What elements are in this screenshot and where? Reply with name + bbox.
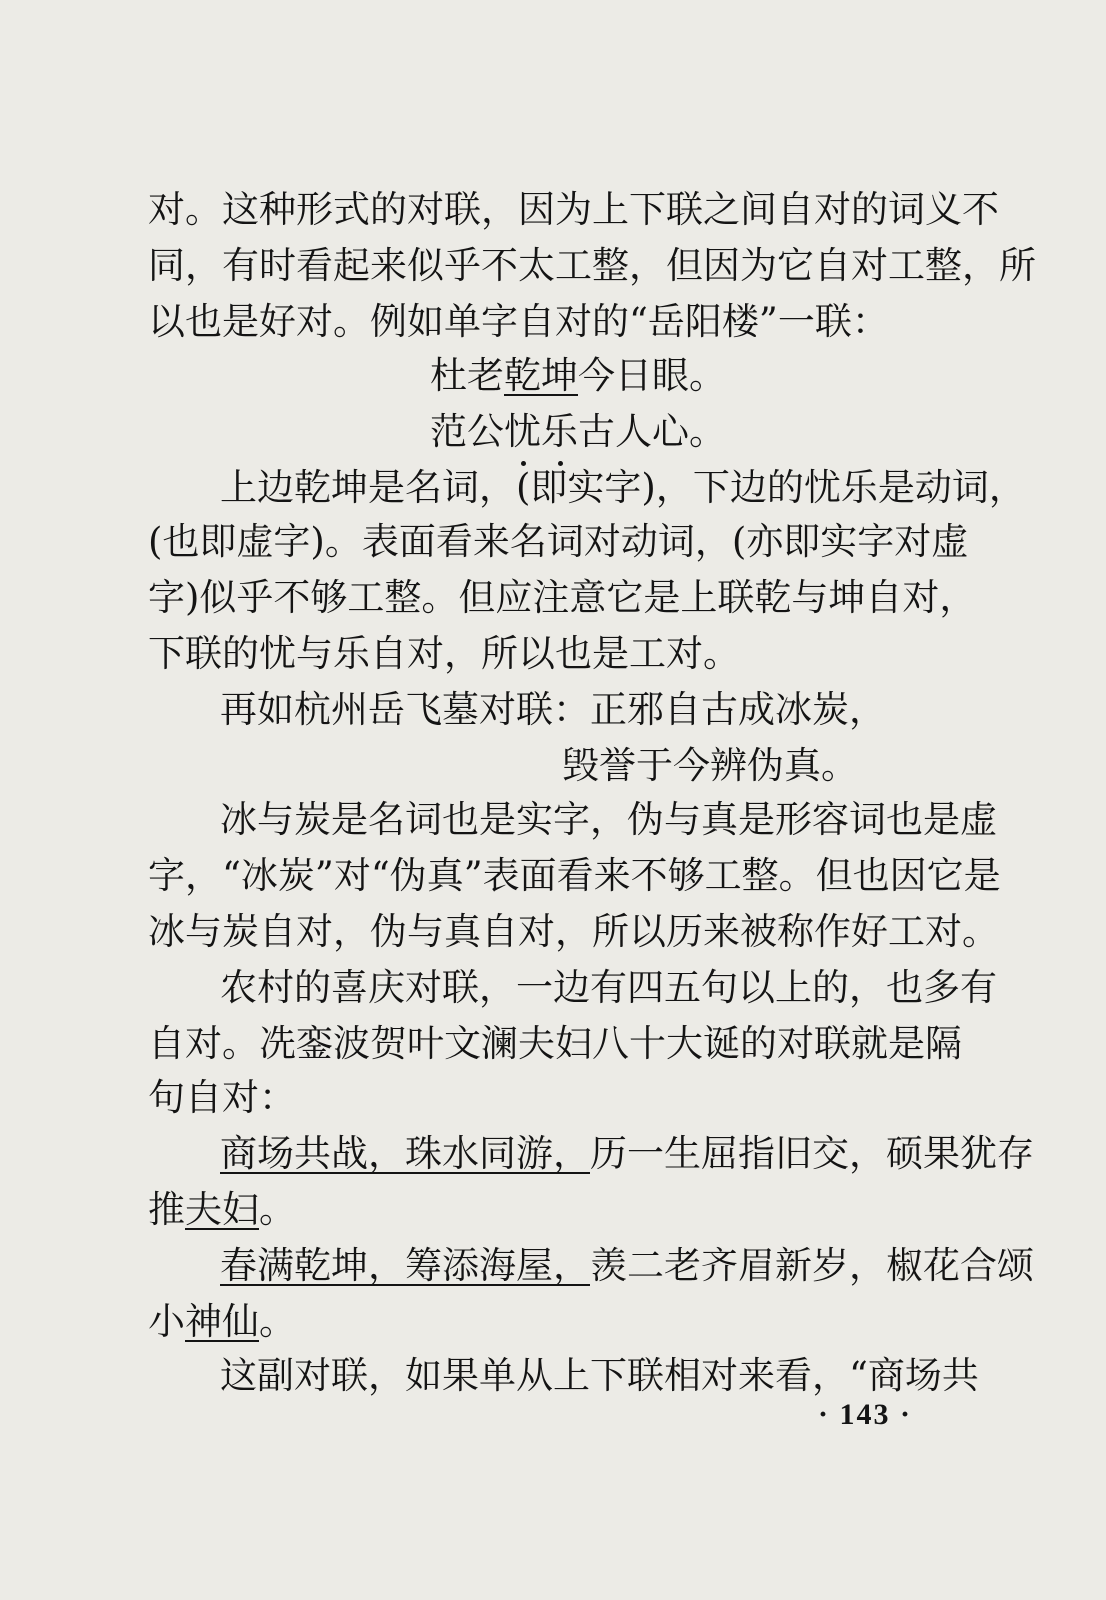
couplet-text: 。 bbox=[259, 1188, 296, 1231]
emphasis-dot-char: 忧 bbox=[504, 408, 541, 456]
text-line-14: 冰与炭自对，伪与真自对，所以历来被称作好工对。 bbox=[148, 910, 999, 953]
couplet-text: 小 bbox=[148, 1300, 185, 1343]
text-line-16: 自对。冼銮波贺叶文澜夫妇八十大诞的对联就是隔 bbox=[148, 1022, 962, 1065]
text-line-2: 同，有时看起来似乎不太工整，但因为它自对工整，所 bbox=[148, 244, 1036, 287]
text-line-8: 字)似乎不够工整。但应注意它是上联乾与坤自对， bbox=[148, 576, 977, 619]
text-line-17: 句自对： bbox=[148, 1076, 296, 1119]
text-line-12: 冰与炭是名词也是实字，伪与真是形容词也是虚 bbox=[220, 798, 997, 841]
couplet-text: 今日眼。 bbox=[578, 354, 726, 397]
text-line-9: 下联的忧与乐自对，所以也是工对。 bbox=[148, 632, 740, 675]
couplet-lower-line bbox=[430, 408, 1106, 456]
page-number: · 143 · bbox=[818, 1398, 913, 1431]
emphasis-dot-char: 乐 bbox=[541, 408, 578, 456]
underlined-word: 乾坤 bbox=[504, 354, 578, 397]
couplet-long-lower bbox=[220, 1242, 1034, 1290]
couplet-text: 推 bbox=[148, 1188, 185, 1231]
text-line-10: 再如杭州岳飞墓对联：正邪自古成冰炭， bbox=[220, 688, 886, 731]
text-line-1: 对。这种形式的对联，因为上下联之间自对的词义不 bbox=[148, 188, 999, 231]
text-line-7: (也即虚字)。表面看来名词对动词，(亦即实字对虚 bbox=[148, 520, 969, 563]
couplet-text: 杜老 bbox=[430, 354, 504, 397]
underlined-phrase: 春满乾坤，筹添海屋， bbox=[220, 1244, 590, 1287]
couplet-text: 。 bbox=[259, 1300, 296, 1343]
text-line-6: 上边乾坤是名词，(即实字)，下边的忧乐是动词， bbox=[220, 466, 1026, 509]
couplet-text: 范公 bbox=[430, 410, 504, 453]
couplet-upper-line bbox=[430, 352, 1106, 400]
couplet-text: 古人心。 bbox=[578, 410, 726, 453]
text-line-11: 毁誉于今辨伪真。 bbox=[562, 744, 858, 787]
underlined-word: 夫妇 bbox=[185, 1188, 259, 1231]
text-line-13: 字，“冰炭”对“伪真”表面看来不够工整。但也因它是 bbox=[148, 854, 1001, 897]
text-line-3: 以也是好对。例如单字自对的“岳阳楼”一联： bbox=[148, 300, 889, 343]
couplet-long-upper bbox=[220, 1130, 1034, 1178]
underlined-word: 神仙 bbox=[185, 1300, 259, 1343]
couplet-text: 羡二老齐眉新岁，椒花合颂 bbox=[590, 1244, 1034, 1287]
underlined-phrase: 商场共战，珠水同游， bbox=[220, 1132, 590, 1175]
couplet-long-upper-cont bbox=[148, 1186, 980, 1234]
text-line-15: 农村的喜庆对联，一边有四五句以上的，也多有 bbox=[220, 966, 997, 1009]
couplet-text: 历一生屈指旧交，硕果犹存 bbox=[590, 1132, 1034, 1175]
couplet-long-lower-cont bbox=[148, 1298, 980, 1346]
text-line-22: 这副对联，如果单从上下联相对来看，“商场共 bbox=[220, 1354, 979, 1397]
